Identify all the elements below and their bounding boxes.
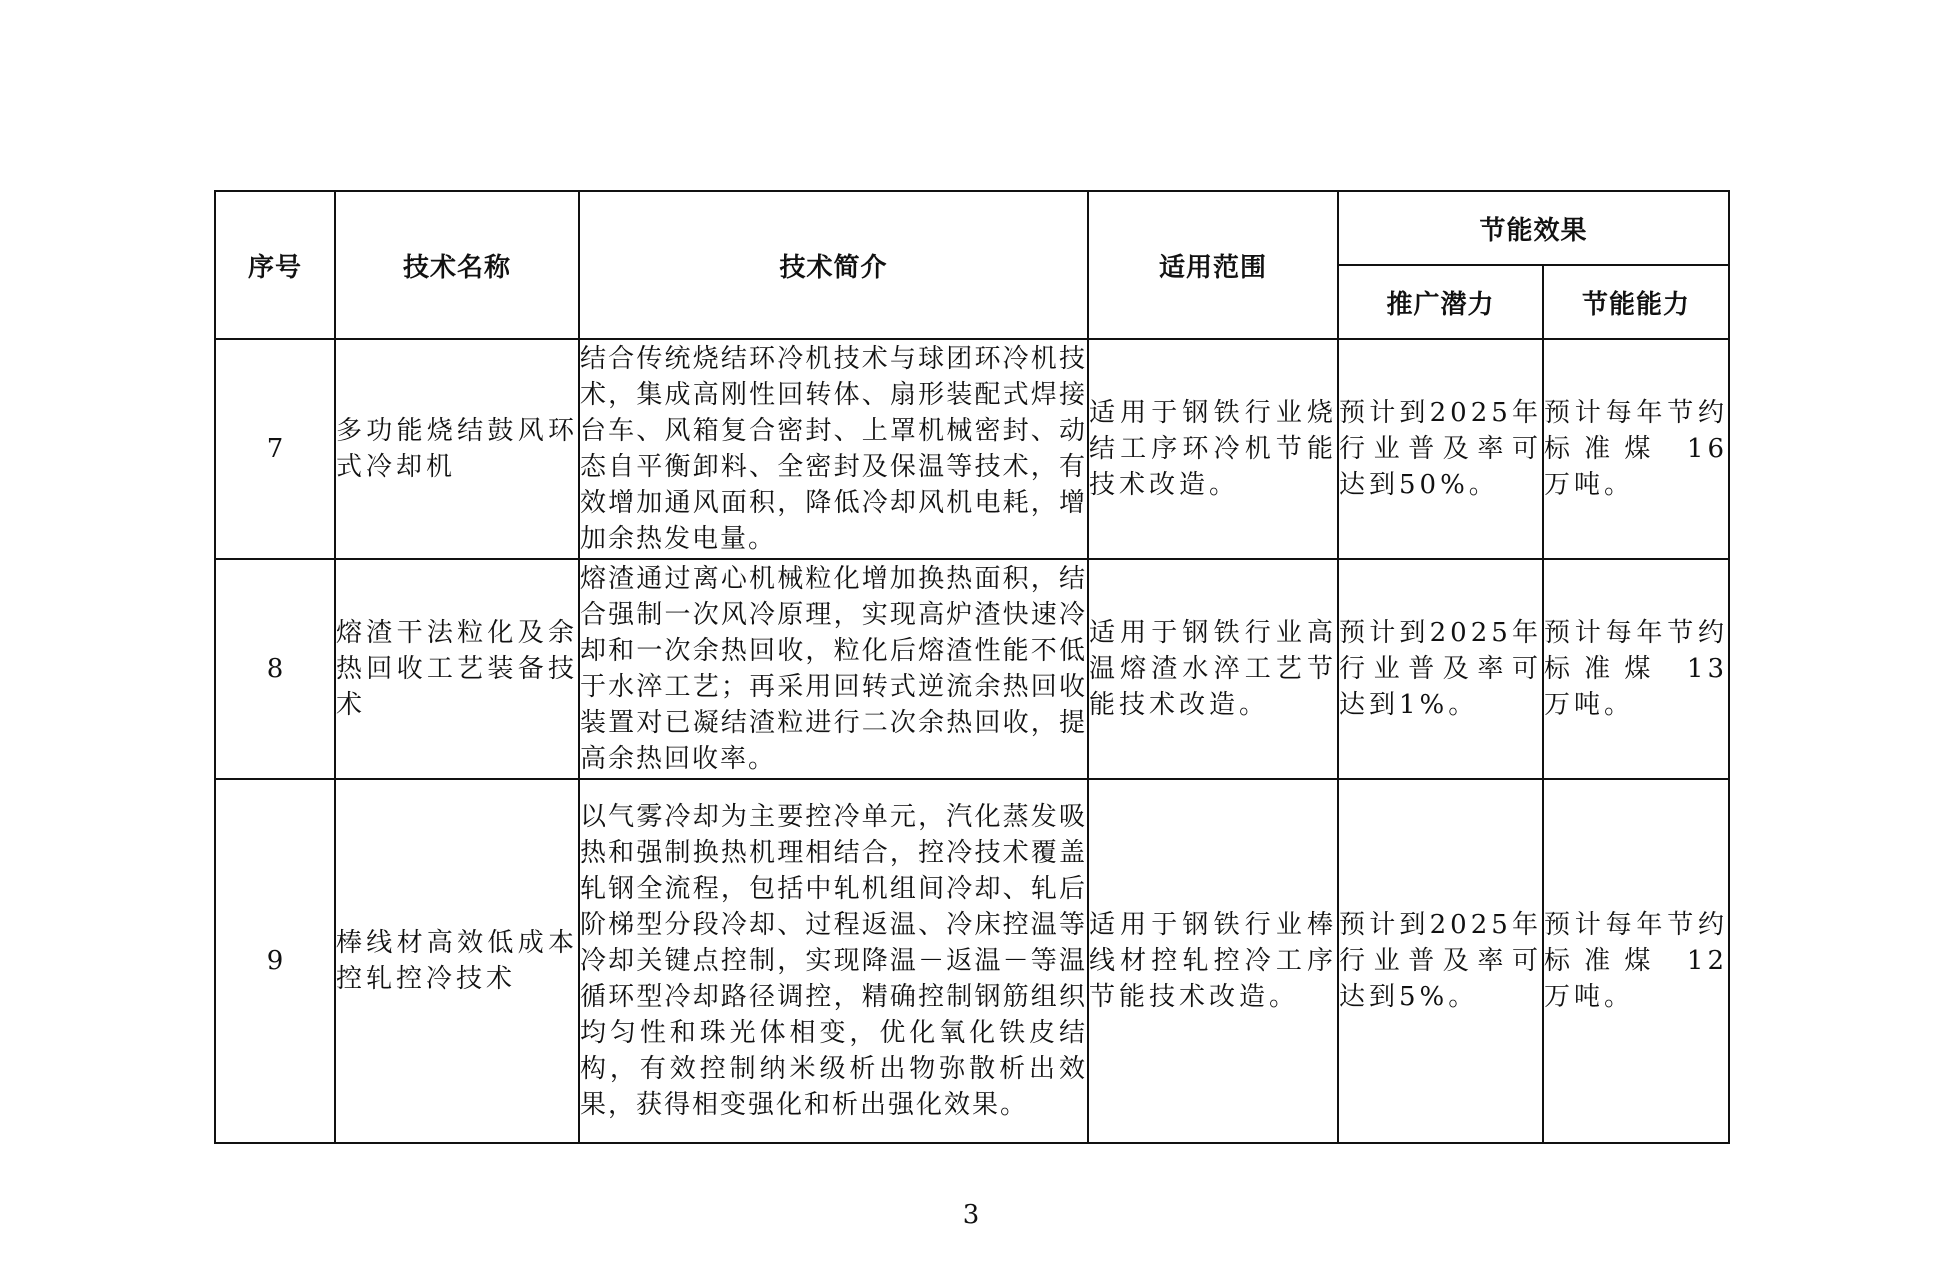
row-intro: 以气雾冷却为主要控冷单元，汽化蒸发吸热和强制换热机理相结合，控冷技术覆盖轧钢全流程，包括中轧机组间冷却、轧后阶梯型分段冷却、过程返温、冷床控温等冷却关键点控制，实现降温－返温－等温循环型冷却路径调控，精确控制钢筋组织均匀性和珠光体相变，优化氧化铁皮结构，有效控制纳米级析出物弥散析出效果，获得相变强化和析出强化效果。 — [579, 779, 1088, 1143]
row-index: 8 — [215, 559, 335, 779]
row-index: 7 — [215, 339, 335, 559]
row-scope: 适用于钢铁行业棒线材控轧控冷工序节能技术改造。 — [1088, 779, 1338, 1143]
row-potential: 预计到2025年行业普及率可达到50%。 — [1338, 339, 1543, 559]
header-name: 技术名称 — [335, 191, 579, 339]
row-potential: 预计到2025年行业普及率可达到5%。 — [1338, 779, 1543, 1143]
table-row — [215, 339, 1729, 559]
row-capacity: 预计每年节约标准煤 12 万吨。 — [1543, 779, 1729, 1143]
row-name: 棒线材高效低成本控轧控冷技术 — [335, 779, 579, 1143]
row-capacity: 预计每年节约标准煤 16 万吨。 — [1543, 339, 1729, 559]
row-potential: 预计到2025年行业普及率可达到1%。 — [1338, 559, 1543, 779]
table-row — [215, 779, 1729, 1143]
row-intro: 熔渣通过离心机械粒化增加换热面积，结合强制一次风冷原理，实现高炉渣快速冷却和一次余热回收，粒化后熔渣性能不低于水淬工艺；再采用回转式逆流余热回收装置对已凝结渣粒进行二次余热回收，提高余热回收率。 — [579, 559, 1088, 779]
header-scope: 适用范围 — [1088, 191, 1338, 339]
row-name: 多功能烧结鼓风环式冷却机 — [335, 339, 579, 559]
header-effect: 节能效果 — [1338, 191, 1729, 265]
header-potential: 推广潜力 — [1338, 265, 1543, 339]
table-row — [215, 559, 1729, 779]
header-index: 序号 — [215, 191, 335, 339]
row-intro: 结合传统烧结环冷机技术与球团环冷机技术，集成高刚性回转体、扇形装配式焊接台车、风箱复合密封、上罩机械密封、动态自平衡卸料、全密封及保温等技术，有效增加通风面积，降低冷却风机电耗，增加余热发电量。 — [579, 339, 1088, 559]
row-scope: 适用于钢铁行业高温熔渣水淬工艺节能技术改造。 — [1088, 559, 1338, 779]
row-scope: 适用于钢铁行业烧结工序环冷机节能技术改造。 — [1088, 339, 1338, 559]
row-index: 9 — [215, 779, 335, 1143]
header-capacity: 节能能力 — [1543, 265, 1729, 339]
header-intro: 技术简介 — [579, 191, 1088, 339]
row-name: 熔渣干法粒化及余热回收工艺装备技术 — [335, 559, 579, 779]
technology-table — [214, 190, 1730, 1144]
row-capacity: 预计每年节约标准煤 13 万吨。 — [1543, 559, 1729, 779]
page-number: 3 — [962, 1200, 980, 1230]
header-row — [215, 191, 1729, 265]
